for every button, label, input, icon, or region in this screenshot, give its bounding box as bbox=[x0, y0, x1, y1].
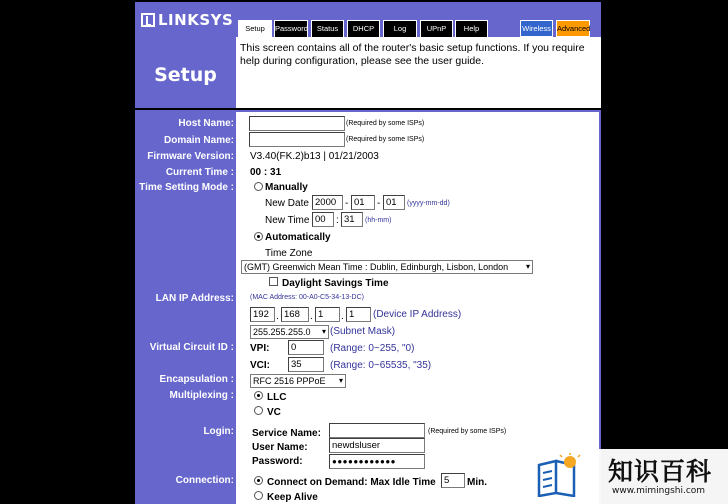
date-separator: - bbox=[345, 198, 349, 209]
watermark-url: www.mimingshi.com bbox=[612, 486, 706, 496]
keep-alive-radio[interactable] bbox=[254, 491, 263, 500]
subnet-mask-note: (Subnet Mask) bbox=[330, 326, 396, 337]
firmware-value: V3.40(FK.2)b13 | 01/21/2003 bbox=[250, 151, 379, 162]
vc-radio[interactable] bbox=[254, 406, 263, 415]
setup-form bbox=[135, 110, 601, 504]
tab-setup[interactable]: Setup bbox=[238, 20, 272, 37]
service-name-label: Service Name: bbox=[252, 428, 321, 439]
new-date-label: New Date bbox=[265, 198, 309, 209]
header bbox=[135, 2, 601, 108]
virtual-circuit-label: Virtual Circuit ID : bbox=[149, 342, 234, 353]
chevron-down-icon: ▾ bbox=[525, 262, 530, 271]
ip-dot: . bbox=[341, 311, 344, 322]
ip-octet-3-input[interactable]: 1 bbox=[315, 307, 340, 322]
time-mode-label: Time Setting Mode : bbox=[139, 182, 234, 193]
daylight-savings-label: Daylight Savings Time bbox=[282, 278, 389, 289]
linksys-logo: LINKSYS bbox=[141, 11, 233, 29]
time-zone-label: Time Zone bbox=[265, 248, 313, 259]
host-name-note: (Required by some ISPs) bbox=[346, 120, 425, 127]
ip-dot: . bbox=[310, 311, 313, 322]
time-zone-select[interactable]: (GMT) Greenwich Mean Time : Dublin, Edinburgh, Lisbon, London ▾ bbox=[241, 260, 533, 274]
ip-octet-1-input[interactable]: 192 bbox=[250, 307, 275, 322]
tab-help[interactable]: Help bbox=[455, 20, 488, 37]
tab-status[interactable]: Status bbox=[311, 20, 344, 37]
chevron-down-icon: ▾ bbox=[321, 327, 326, 336]
ip-dot: . bbox=[276, 311, 279, 322]
help-text: This screen contains all of the router's basic setup functions. If you require help during configuration, please see the user guide. bbox=[240, 42, 585, 67]
tab-password[interactable]: Password bbox=[274, 20, 308, 37]
domain-name-note: (Required by some ISPs) bbox=[346, 136, 425, 143]
vci-input[interactable]: 35 bbox=[288, 357, 324, 372]
date-year-input[interactable]: 2000 bbox=[312, 195, 343, 210]
watermark bbox=[530, 449, 728, 504]
host-name-label: Host Name: bbox=[178, 118, 234, 129]
tab-dhcp[interactable]: DHCP bbox=[347, 20, 380, 37]
help-box bbox=[236, 38, 601, 108]
llc-label: LLC bbox=[267, 392, 287, 403]
vpi-label: VPI: bbox=[250, 343, 270, 354]
password-label: Password: bbox=[252, 456, 303, 467]
connect-on-demand-label: Connect on Demand: Max Idle Time bbox=[267, 477, 436, 488]
tab-upnp[interactable]: UPnP bbox=[420, 20, 453, 37]
time-hour-input[interactable]: 00 bbox=[312, 212, 334, 227]
page-title: Setup bbox=[154, 64, 217, 86]
date-separator: - bbox=[377, 198, 381, 209]
user-name-input[interactable]: newdsluser bbox=[329, 438, 425, 453]
login-label: Login: bbox=[203, 426, 234, 437]
current-time-value: 00 : 31 bbox=[250, 167, 282, 178]
vc-label: VC bbox=[267, 407, 281, 418]
chevron-down-icon: ▾ bbox=[338, 376, 343, 385]
linksys-logo-icon bbox=[141, 13, 155, 27]
tab-advanced[interactable]: Advanced bbox=[556, 20, 590, 37]
domain-name-input[interactable] bbox=[249, 132, 345, 147]
keep-alive-label: Keep Alive bbox=[267, 492, 318, 503]
encapsulation-select[interactable]: RFC 2516 PPPoE ▾ bbox=[250, 374, 346, 388]
vci-label: VCI: bbox=[250, 360, 270, 371]
service-name-note: (Required by some ISPs) bbox=[428, 428, 507, 435]
time-minute-input[interactable]: 31 bbox=[341, 212, 363, 227]
vpi-range-note: (Range: 0~255, "0) bbox=[330, 343, 415, 354]
host-name-input[interactable] bbox=[249, 116, 345, 131]
firmware-label: Firmware Version: bbox=[147, 151, 234, 162]
tab-log[interactable]: Log bbox=[383, 20, 417, 37]
connection-label: Connection: bbox=[175, 475, 234, 486]
time-separator: : bbox=[336, 215, 339, 226]
manual-label: Manually bbox=[265, 182, 308, 193]
current-time-label: Current Time : bbox=[165, 167, 234, 178]
date-month-input[interactable]: 01 bbox=[351, 195, 375, 210]
form-content bbox=[236, 112, 599, 504]
ip-octet-2-input[interactable]: 168 bbox=[281, 307, 309, 322]
time-format-hint: (hh-mm) bbox=[365, 217, 392, 224]
llc-radio[interactable] bbox=[254, 391, 263, 400]
vpi-input[interactable]: 0 bbox=[288, 340, 324, 355]
ip-octet-4-input[interactable]: 1 bbox=[346, 307, 371, 322]
date-day-input[interactable]: 01 bbox=[383, 195, 405, 210]
service-name-input[interactable] bbox=[329, 423, 425, 438]
date-format-hint: (yyyy-mm-dd) bbox=[407, 200, 450, 207]
book-lightbulb-icon bbox=[536, 453, 582, 497]
tab-wireless[interactable]: Wireless bbox=[520, 20, 553, 37]
encapsulation-label: Encapsulation : bbox=[159, 374, 234, 385]
vci-range-note: (Range: 0~65535, "35) bbox=[330, 360, 432, 371]
multiplexing-label: Multiplexing : bbox=[169, 390, 234, 401]
manual-radio[interactable] bbox=[254, 182, 263, 191]
connect-on-demand-radio[interactable] bbox=[254, 476, 263, 485]
new-time-label: New Time bbox=[265, 215, 310, 226]
mac-address: (MAC Address: 00-A0-C5-34-13-DC) bbox=[250, 294, 364, 301]
password-input[interactable]: ●●●●●●●●●●●● bbox=[329, 454, 425, 469]
automatic-radio[interactable] bbox=[254, 232, 263, 241]
subnet-mask-select[interactable]: 255.255.255.0 ▾ bbox=[250, 325, 329, 339]
automatic-label: Automatically bbox=[265, 232, 331, 243]
user-name-label: User Name: bbox=[252, 442, 308, 453]
device-ip-note: (Device IP Address) bbox=[373, 309, 462, 320]
lan-ip-label: LAN IP Address: bbox=[155, 293, 234, 304]
daylight-savings-checkbox[interactable] bbox=[269, 277, 278, 286]
domain-name-label: Domain Name: bbox=[163, 135, 234, 146]
watermark-title: 知识百科 bbox=[608, 457, 713, 486]
idle-time-unit: Min. bbox=[467, 477, 487, 488]
max-idle-time-input[interactable]: 5 bbox=[441, 473, 465, 488]
